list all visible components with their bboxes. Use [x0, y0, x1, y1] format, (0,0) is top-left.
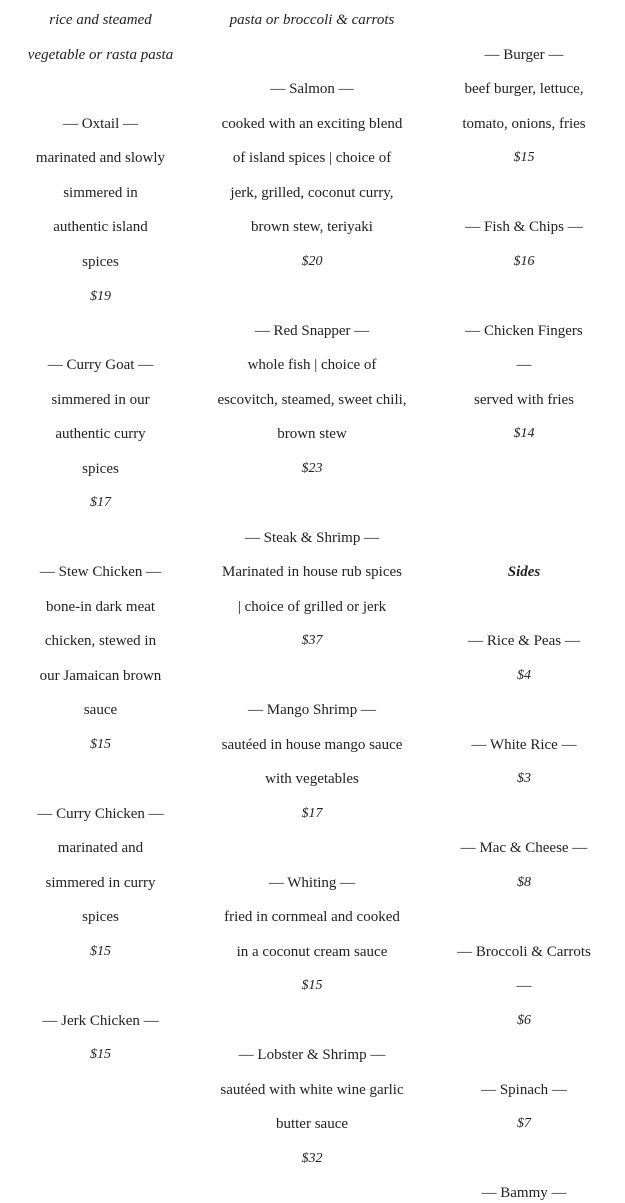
item-price: $6: [517, 1013, 531, 1028]
item-desc: brown stew: [277, 426, 347, 442]
item-desc: jerk, grilled, coconut curry,: [230, 185, 394, 201]
item-desc: whole fish | choice of: [247, 357, 377, 373]
side-title-rice-peas: — Rice & Peas —: [468, 633, 580, 649]
side-title-broccoli-carrots: — Broccoli & Carrots: [457, 944, 591, 960]
item-price: $15: [513, 150, 535, 165]
item-desc: beef burger, lettuce,: [464, 81, 584, 97]
item-desc: simmered in our: [51, 392, 150, 408]
item-price: $23: [301, 461, 323, 476]
item-desc: tomato, onions, fries: [462, 116, 586, 132]
item-desc: sautéed in house mango sauce: [221, 737, 403, 753]
item-title-lobster-shrimp: — Lobster & Shrimp —: [238, 1047, 386, 1063]
item-price: $15: [90, 944, 111, 959]
item-desc: authentic curry: [55, 426, 146, 442]
item-price: $3: [517, 771, 531, 786]
item-desc: | choice of grilled or jerk: [237, 599, 387, 615]
item-desc: chicken, stewed in: [44, 633, 157, 649]
item-title-steak-shrimp: — Steak & Shrimp —: [244, 530, 380, 546]
intro-text: pasta or broccoli & carrots: [229, 12, 395, 28]
item-desc: marinated and: [57, 840, 144, 856]
item-price: $16: [513, 254, 535, 269]
item-desc: Marinated in house rub spices: [222, 564, 402, 580]
item-desc: in a coconut cream sauce: [236, 944, 388, 960]
item-title-stew-chicken: — Stew Chicken —: [39, 564, 162, 580]
item-title-curry-chicken: — Curry Chicken —: [37, 806, 164, 822]
item-price: $7: [517, 1116, 531, 1131]
item-desc: fried in cornmeal and cooked: [224, 909, 400, 925]
item-desc: spices: [82, 909, 119, 925]
item-title-red-snapper: — Red Snapper —: [254, 323, 370, 339]
item-price: $8: [517, 875, 531, 890]
item-title-salmon: — Salmon —: [270, 81, 354, 97]
item-desc: sautéed with white wine garlic: [220, 1082, 404, 1098]
item-price: $15: [90, 1047, 111, 1062]
item-price: $20: [301, 254, 323, 269]
intro-text: rice and steamed: [49, 12, 152, 28]
item-desc: escovitch, steamed, sweet chili,: [217, 392, 407, 408]
item-price: $4: [517, 668, 531, 683]
item-desc: sauce: [83, 702, 118, 718]
item-desc: brown stew, teriyaki: [251, 219, 373, 235]
item-desc: cooked with an exciting blend: [221, 116, 403, 132]
item-price: $15: [301, 978, 323, 993]
side-title-spinach: — Spinach —: [481, 1082, 567, 1098]
item-title-mango-shrimp: — Mango Shrimp —: [248, 702, 376, 718]
item-title-oxtail: — Oxtail —: [63, 116, 138, 132]
item-price: $17: [90, 495, 111, 510]
item-desc: served with fries: [474, 392, 574, 408]
item-title-whiting: — Whiting —: [268, 875, 356, 891]
item-desc: of island spices | choice of: [232, 150, 392, 166]
item-title-burger: — Burger —: [484, 47, 564, 63]
item-desc: spices: [82, 461, 119, 477]
item-desc: butter sauce: [275, 1116, 349, 1132]
item-desc: with vegetables: [265, 771, 359, 787]
item-desc: simmered in: [63, 185, 138, 201]
side-title-white-rice: — White Rice —: [471, 737, 577, 753]
item-desc: bone-in dark meat: [45, 599, 156, 615]
item-title-jerk-chicken: — Jerk Chicken —: [42, 1013, 159, 1029]
item-price: $15: [90, 737, 111, 752]
side-title-mac-cheese: — Mac & Cheese —: [460, 840, 588, 856]
item-desc: our Jamaican brown: [39, 668, 162, 684]
item-desc: simmered in curry: [45, 875, 156, 891]
item-price: $37: [301, 633, 323, 648]
item-price: $19: [90, 289, 111, 304]
sides-heading: Sides: [507, 564, 541, 580]
item-title-fish-chips: — Fish & Chips —: [465, 219, 583, 235]
intro-text: vegetable or rasta pasta: [27, 47, 174, 63]
item-price: $32: [301, 1151, 323, 1166]
side-title-bammy: — Bammy —: [481, 1185, 567, 1201]
item-price: $17: [301, 806, 323, 821]
item-desc: marinated and slowly: [35, 150, 166, 166]
item-title-chicken-fingers: — Chicken Fingers: [465, 323, 583, 339]
item-desc: authentic island: [53, 219, 148, 235]
item-price: $14: [513, 426, 535, 441]
item-title-curry-goat: — Curry Goat —: [47, 357, 154, 373]
item-desc: spices: [82, 254, 119, 270]
side-title-dash: —: [516, 978, 532, 994]
item-title-dash: —: [516, 357, 532, 373]
